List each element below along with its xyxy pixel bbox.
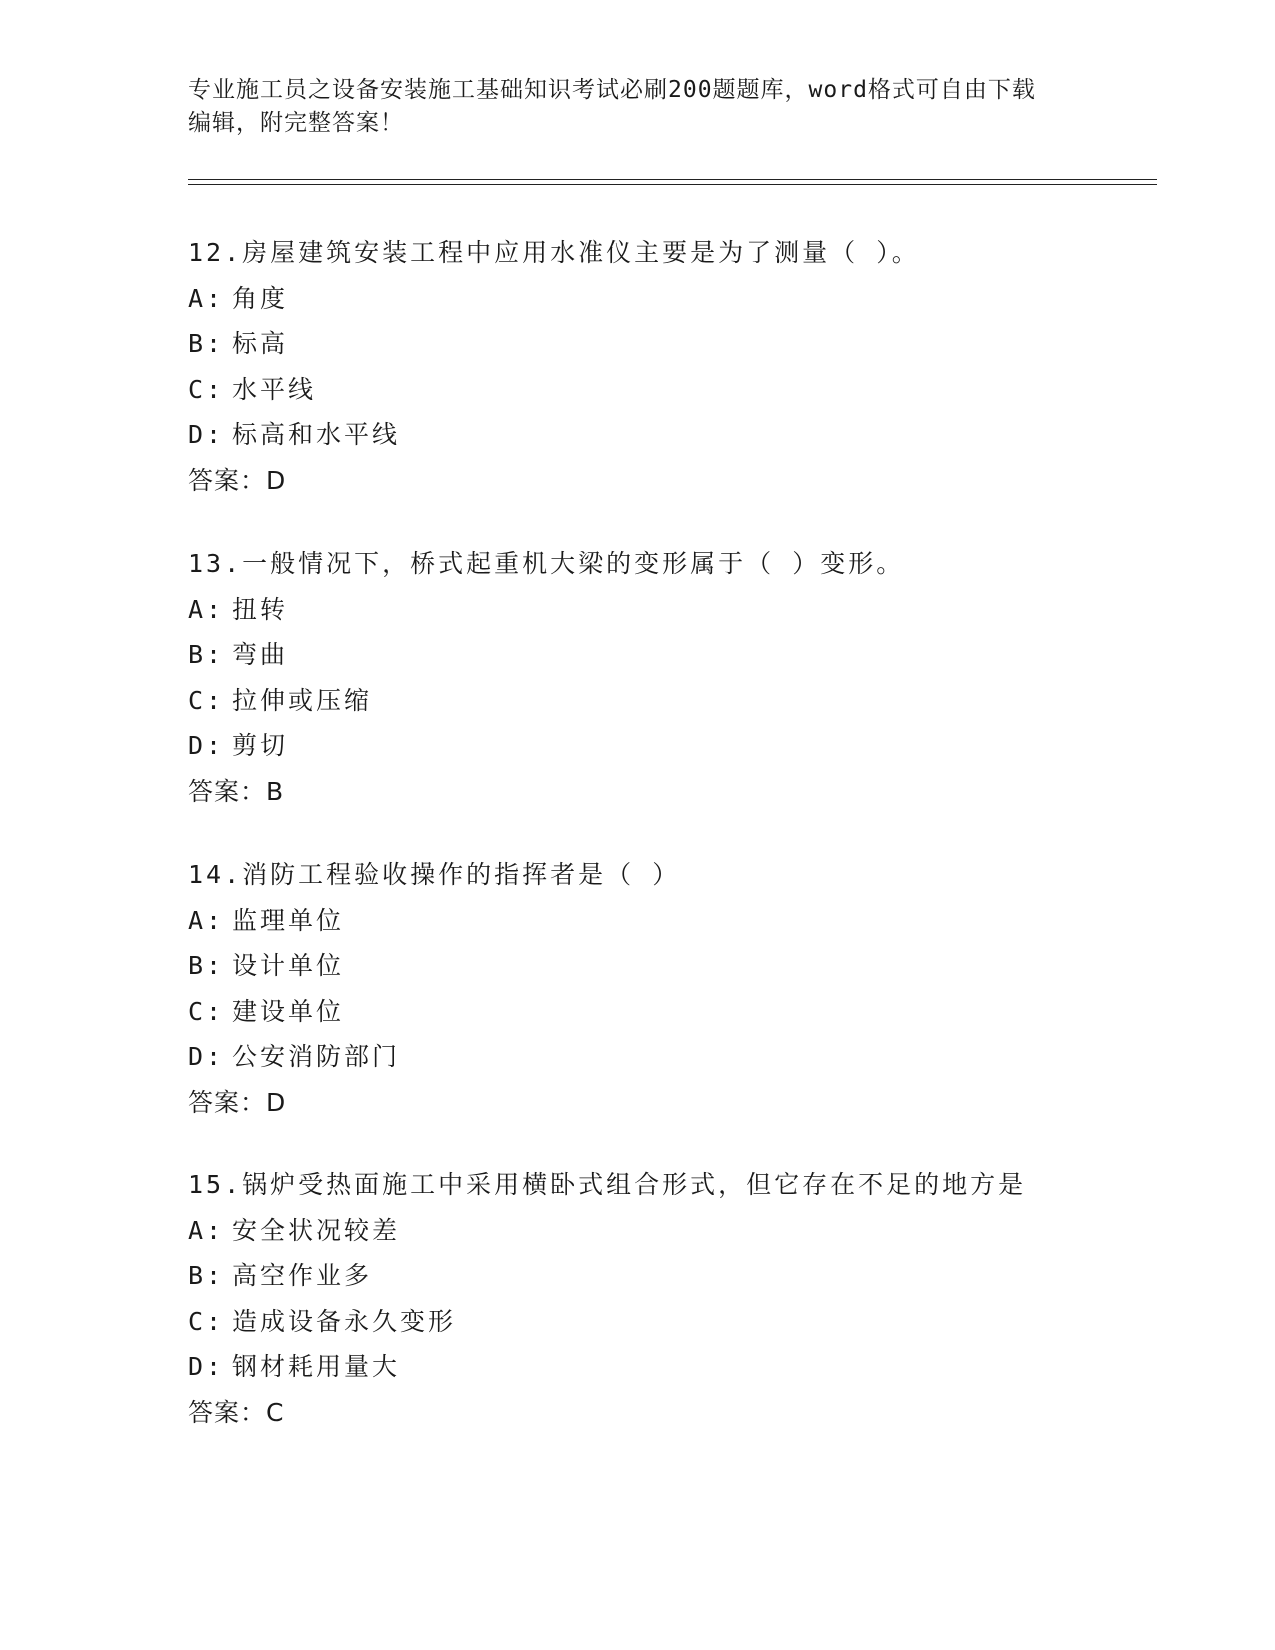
question-stem: 15.锅炉受热面施工中采用横卧式组合形式，但它存在不足的地方是 (188, 1170, 1027, 1199)
option-letter: B: (188, 1261, 225, 1290)
option-c (188, 997, 1148, 1027)
option-text: 水平线 (232, 374, 317, 404)
question-stem: 12.房屋建筑安装工程中应用水准仪主要是为了测量（ ）。 (188, 238, 920, 267)
option-letter: B: (188, 329, 225, 358)
option-b (188, 1261, 1148, 1291)
header-line-2: 编辑，附完整答案！ (188, 110, 404, 136)
header-divider-bottom (188, 184, 1157, 185)
answer-value: D (266, 1087, 286, 1117)
option-letter: D: (188, 1352, 225, 1381)
option-d (188, 731, 1148, 761)
option-text: 剪切 (232, 731, 289, 760)
option-d (188, 420, 1148, 450)
question-block (188, 1170, 1148, 1428)
answer-line (188, 1088, 1148, 1118)
option-d (188, 1352, 1148, 1382)
question-block (188, 549, 1148, 807)
answer-value: C (266, 1397, 284, 1427)
option-text: 监理单位 (232, 905, 345, 935)
option-letter: B: (188, 951, 225, 980)
question-block (188, 860, 1148, 1118)
option-text: 造成设备永久变形 (232, 1306, 457, 1336)
option-text: 设计单位 (232, 951, 345, 980)
option-letter: D: (188, 731, 225, 760)
option-letter: D: (188, 420, 225, 449)
option-text: 标高 (232, 329, 289, 358)
answer-label: 答案： (188, 1087, 267, 1117)
option-text: 建设单位 (232, 996, 345, 1026)
option-letter: A: (188, 1215, 225, 1245)
option-text: 钢材耗用量大 (232, 1352, 401, 1381)
document-header (188, 74, 1088, 140)
question-block (188, 238, 1148, 496)
answer-value: D (266, 465, 286, 495)
question-stem: 14.消防工程验收操作的指挥者是（ ） (188, 860, 681, 889)
option-a (188, 284, 1148, 314)
option-a (188, 906, 1148, 936)
option-c (188, 686, 1148, 716)
option-letter: B: (188, 640, 225, 669)
answer-line (188, 1398, 1148, 1428)
option-letter: A: (188, 594, 225, 624)
option-c (188, 375, 1148, 405)
option-c (188, 1307, 1148, 1337)
option-d (188, 1042, 1148, 1072)
option-letter: C: (188, 374, 225, 404)
option-text: 角度 (232, 283, 289, 313)
option-letter: C: (188, 685, 225, 715)
header-divider-top (188, 179, 1157, 180)
option-b (188, 329, 1148, 359)
answer-value: B (266, 776, 284, 806)
answer-label: 答案： (188, 465, 267, 495)
header-line-1: 专业施工员之设备安装施工基础知识考试必刷200题题库，word格式可自由下载 (188, 77, 1036, 103)
option-a (188, 1216, 1148, 1246)
option-text: 拉伸或压缩 (232, 685, 373, 715)
option-b (188, 640, 1148, 670)
question-stem: 13.一般情况下，桥式起重机大梁的变形属于（ ）变形。 (188, 549, 905, 578)
answer-line (188, 777, 1148, 807)
option-text: 安全状况较差 (232, 1215, 401, 1245)
option-text: 高空作业多 (232, 1261, 373, 1290)
answer-label: 答案： (188, 776, 267, 806)
option-b (188, 951, 1148, 981)
option-letter: C: (188, 996, 225, 1026)
option-text: 公安消防部门 (232, 1042, 401, 1071)
option-letter: D: (188, 1042, 225, 1071)
option-text: 扭转 (232, 594, 289, 624)
option-text: 弯曲 (232, 640, 289, 669)
answer-line (188, 466, 1148, 496)
option-letter: A: (188, 283, 225, 313)
option-a (188, 595, 1148, 625)
option-letter: A: (188, 905, 225, 935)
option-letter: C: (188, 1306, 225, 1336)
answer-label: 答案： (188, 1397, 267, 1427)
option-text: 标高和水平线 (232, 420, 401, 449)
